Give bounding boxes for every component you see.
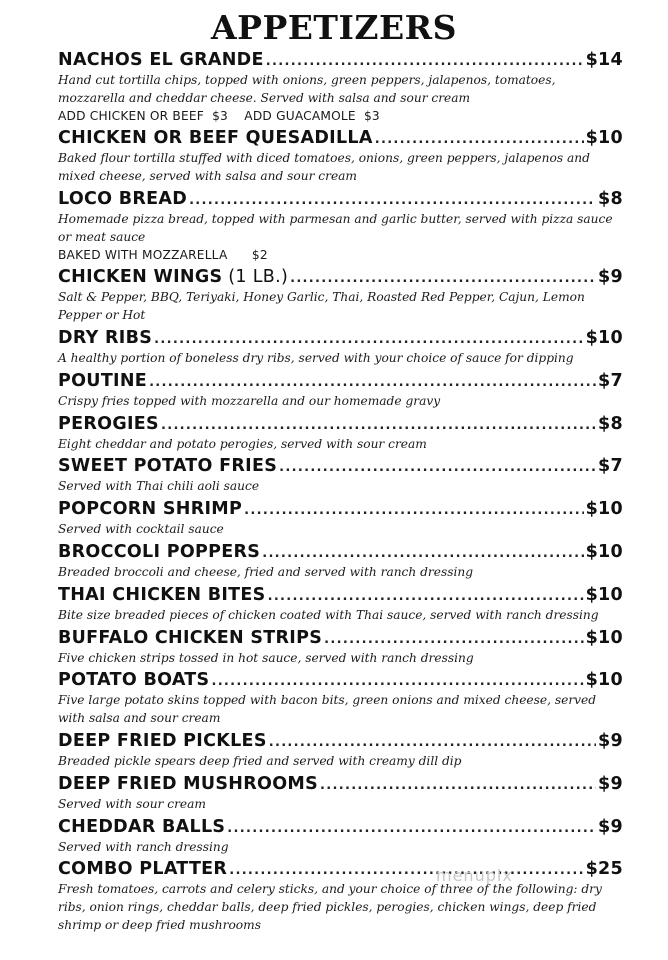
menu-item-header [58,127,623,150]
menu-item [58,816,623,857]
menu-item-price: $9 [598,730,623,751]
menu-item-description: Hand cut tortilla chips, topped with onions, green peppers, jalapenos, tomatoes, mozzarella and cheddar cheese. Served with salsa and sour cream [58,73,556,105]
dot-leader [262,542,583,565]
menu-item-description: Breaded broccoli and cheese, fried and served with ranch dressing [58,564,473,579]
menu-item-name [58,541,260,564]
menu-item-name-text: CHICKEN WINGS [58,267,223,288]
menu-item-price: $7 [598,370,623,391]
menu-item [58,541,623,582]
menu-item-portion: (1 LB.) [222,267,289,288]
menu-item-name-text: DEEP FRIED PICKLES [58,730,267,751]
watermark: menupix [436,866,513,885]
menu-item-header [58,816,623,839]
menu-item-name [58,455,277,478]
menu-item-name-text: POPCORN SHRIMP [58,499,243,520]
menu-item-price: $10 [585,670,623,691]
menu-item-description: Five large potato skins topped with bacon bits, green onions and mixed cheese, served with salsa and sour cream [58,693,597,726]
dot-leader [269,731,596,754]
menu-item-price: $9 [598,773,623,794]
menu-item [58,730,623,771]
dot-leader [154,328,583,351]
dot-leader [290,267,596,290]
menu-item-price: $9 [598,816,623,837]
dot-leader [320,774,596,797]
menu-item-description: Five chicken strips tossed in hot sauce, served with ranch dressing [58,650,474,665]
menu-item-name-text: LOCO BREAD [58,188,188,209]
menu-item [58,627,623,668]
menu-item-name [58,584,266,607]
menu-item [58,327,623,368]
menu-item-name-text: BUFFALO CHICKEN STRIPS [58,627,323,648]
menu-item-name [58,188,187,211]
menu-item-price: $10 [585,541,623,562]
menu-item [58,413,623,454]
dot-leader [266,50,584,73]
menu-item-name [58,816,225,839]
menu-item-header [58,370,623,393]
menu-item-addon: BAKED WITH MOZZARELLA $2 [58,247,268,262]
menu-item-name [58,858,227,881]
dot-leader [149,371,596,394]
menu-item-price: $9 [598,267,623,288]
menu-item-list [58,49,623,935]
menu-item-name [58,730,267,753]
dot-leader [375,128,584,151]
menu-item-description: Served with cocktail sauce [58,522,224,537]
menu-item-description: Crispy fries topped with mozzarella and our homemade gravy [58,393,441,408]
dot-leader [229,859,583,882]
menu-item-header [58,730,623,753]
menu-item-description: Homemade pizza bread, topped with parmesan and garlic butter, served with pizza sauce or meat sauce [58,211,613,244]
menu-item-name [58,773,318,796]
menu-item-price: $10 [585,128,623,149]
menu-item-description: Breaded pickle spears deep fried and served with creamy dill dip [58,753,462,768]
menu-item-name-text: DRY RIBS [58,327,153,348]
menu-item-header [58,49,623,72]
dot-leader [268,585,584,608]
menu-item-price: $8 [598,188,623,209]
menu-item-price: $10 [585,627,623,648]
menu-item-description: Eight cheddar and potato perogies, served with sour cream [58,436,427,451]
menu-item-name-text: PEROGIES [58,413,159,434]
menu-item-description: Fresh tomatoes, carrots and celery sticks, and your choice of three of the following: dry ribs, onion rings, cheddar balls, deep fried pickles, perogies, chicken wings, deep fried shrimp or deep fried mushrooms [58,882,602,932]
menu-item-name-text: THAI CHICKEN BITES [58,584,266,605]
menu-item-description: A healthy portion of boneless dry ribs, served with your choice of sauce for dipping [58,350,574,365]
menu-item [58,127,623,186]
menu-item-header [58,455,623,478]
dot-leader [279,456,596,479]
menu-item-header [58,858,623,881]
menu-item-price: $7 [598,456,623,477]
menu-item-name [58,127,373,150]
menu-item-name [58,627,322,650]
menu-item-name-text: BROCCOLI POPPERS [58,541,261,562]
menu-item-name [58,49,264,72]
menu-item-price: $10 [585,584,623,605]
dot-leader [324,628,583,651]
menu-item-header [58,584,623,607]
menu-item-header [58,188,623,211]
menu-item-price: $10 [585,327,623,348]
menu-item-description: Baked flour tortilla stuffed with diced tomatoes, onions, green peppers, jalapenos and mixed cheese, served with salsa and sour cream [58,151,590,184]
menu-item-name-text: COMBO PLATTER [58,859,228,880]
dot-leader [161,414,596,437]
dot-leader [211,670,583,693]
page-title: APPETIZERS [211,8,457,47]
menu-item-header [58,773,623,796]
menu-item-description: Bite size breaded pieces of chicken coated with Thai sauce, served with ranch dressing [58,607,599,622]
menu-item-name [58,327,152,350]
menu-item-name [58,370,147,393]
menu-item-header [58,327,623,350]
menu-item-header [58,413,623,436]
menu-item [58,455,623,496]
menu-item-name-text: POUTINE [58,370,148,391]
menu-item [58,858,623,934]
menu-item-name-text: NACHOS EL GRANDE [58,50,264,70]
menu-item-name-text: CHEDDAR BALLS [58,816,226,837]
menu-item-name-text: POTATO BOATS [58,670,210,691]
dot-leader [227,817,596,840]
menu-item-header [58,627,623,650]
menu-item-name [58,413,159,436]
menu-item-header [58,541,623,564]
menu-item-name-text: SWEET POTATO FRIES [58,456,278,477]
menu-item [58,498,623,539]
menu-item-price: $10 [585,499,623,520]
menu-item [58,49,623,125]
menu-item-name-text: CHICKEN OR BEEF QUESADILLA [58,128,373,149]
menu-item [58,188,623,264]
menu-item-description: Served with ranch dressing [58,839,229,854]
menu-item-name-text: DEEP FRIED MUSHROOMS [58,773,318,794]
menu-item-name [58,266,288,289]
menu-item-header [58,266,623,289]
menu-item-description: Served with sour cream [58,796,206,811]
menu-item-description: Served with Thai chili aoli sauce [58,479,260,494]
menu-item-name [58,498,242,521]
menu-item [58,266,623,325]
menu-item [58,773,623,814]
menu-item-header [58,498,623,521]
menu-item-price: $14 [585,50,623,70]
menu-item-addon: ADD CHICKEN OR BEEF $3 ADD GUACAMOLE $3 [58,108,380,123]
menu-item-price: $25 [585,859,623,880]
menu-item-header [58,669,623,692]
dot-leader [244,499,583,522]
menu-item-description: Salt & Pepper, BBQ, Teriyaki, Honey Garlic, Thai, Roasted Red Pepper, Cajun, Lemon Pepper or Hot [58,290,585,323]
dot-leader [189,189,596,212]
menu-item [58,584,623,625]
menu-item-price: $8 [598,413,623,434]
menu-item [58,669,623,728]
menu-item-name [58,669,209,692]
menu-item [58,370,623,411]
